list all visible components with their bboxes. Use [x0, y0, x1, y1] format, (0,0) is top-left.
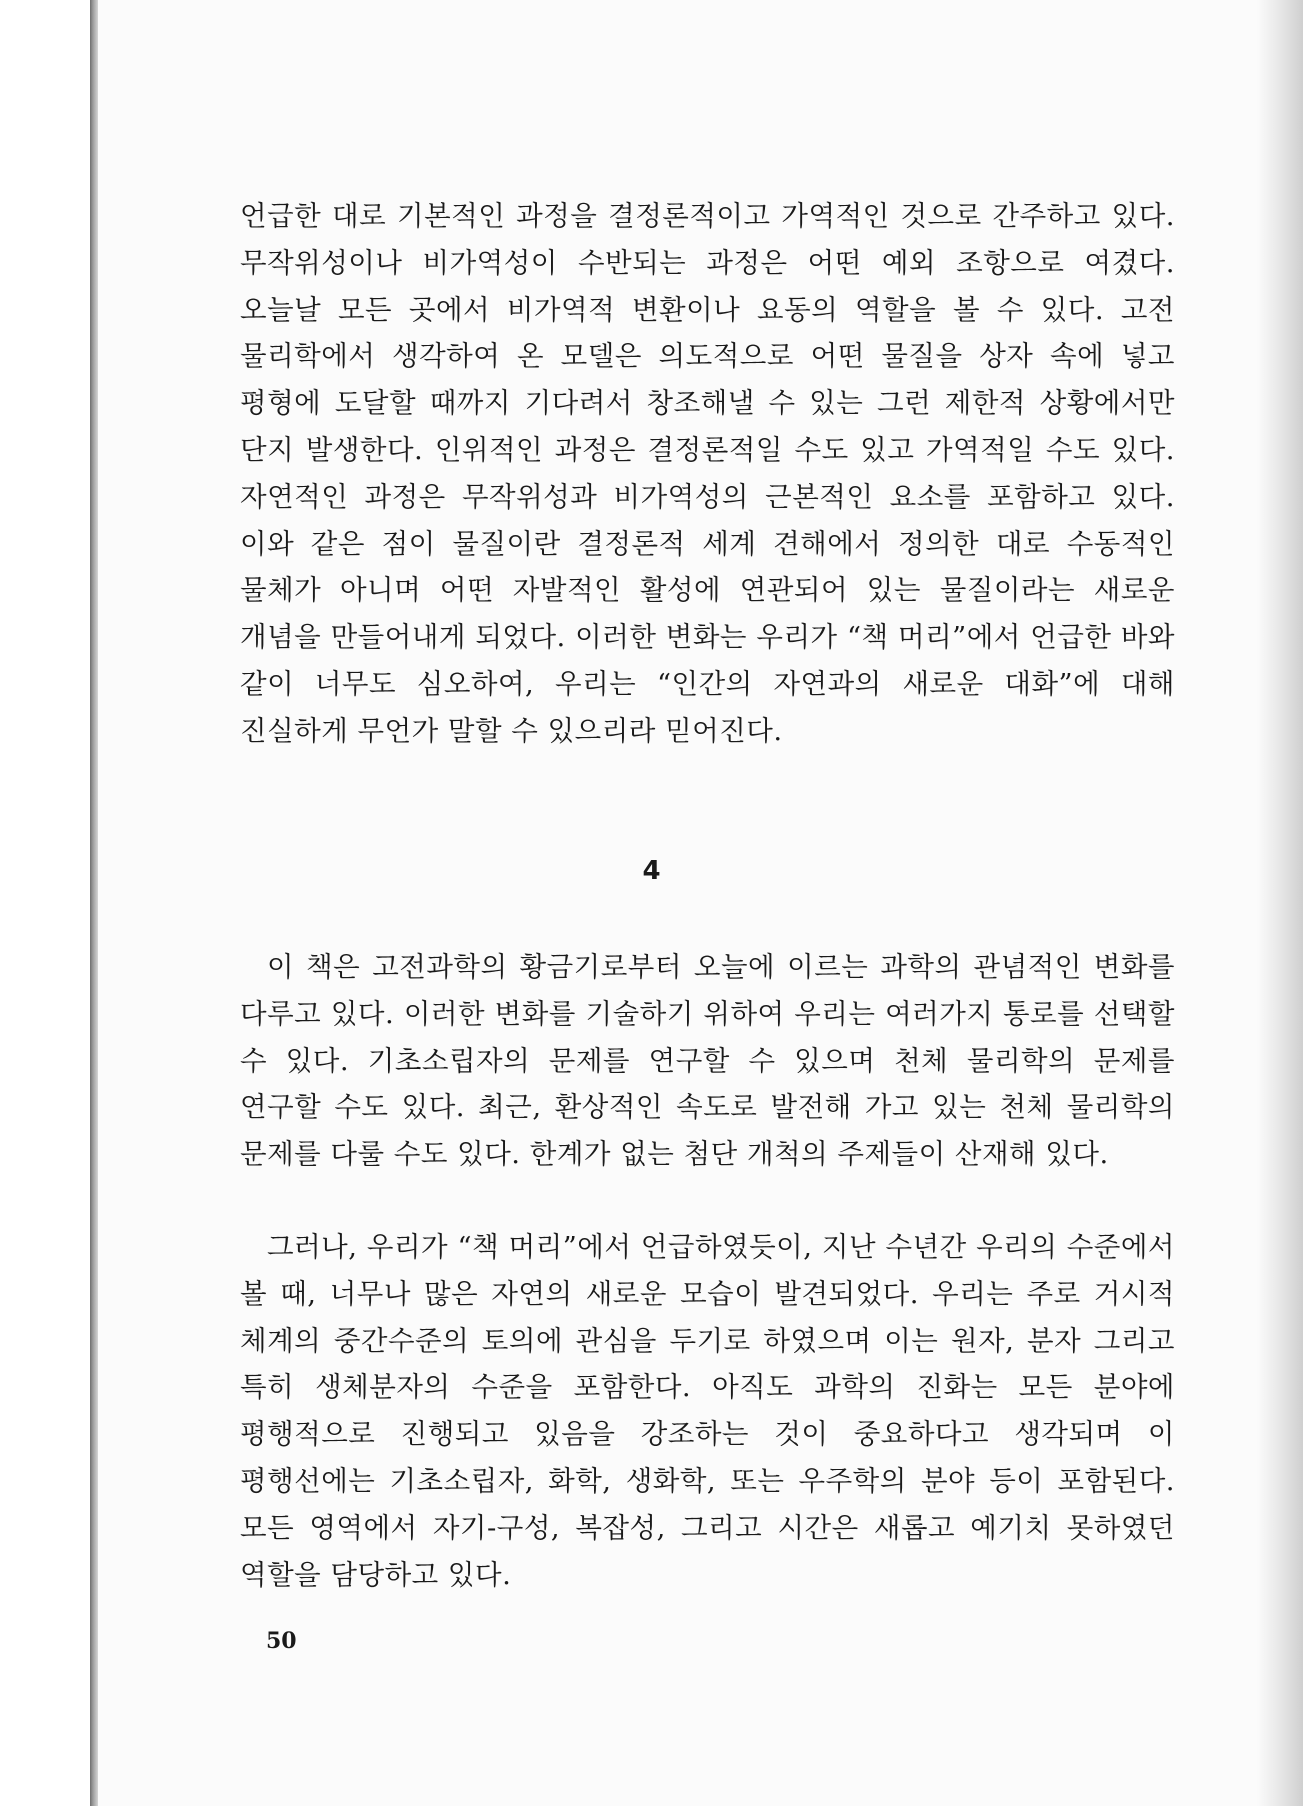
paragraph-3: 그러나, 우리가 “책 머리”에서 언급하였듯이, 지난 수년간 우리의 수준에서 볼 때, 너무나 많은 자연의 새로운 모습이 발견되었다. 우리는 주로 거시적 체계의 중간수준의 토의에 관심을 두기로 하였으며 이는 원자, 분자 그리고 특히 생체분자의 수준을 포함한다. 아직도 과학의 진화는 모든 분야에 평행적으로 진행되고 있음을 강조하는 것이 중요하다고 생각되며 이 평행선에는 기초소립자, 화학, 생화학, 또는 우주학의 분야 등이 포함된다. 모든 영역에서 자기-구성, 복잡성, 그리고 시간은 새롭고 예기치 못하였던 역할을 담당하고 있다. [240, 1231, 1175, 1591]
paragraph-2: 이 책은 고전과학의 황금기로부터 오늘에 이르는 과학의 관념적인 변화를 다루고 있다. 이러한 변화를 기술하기 위하여 우리는 여러가지 통로를 선택할 수 있다. 기초소립자의 문제를 연구할 수 있으며 천체 물리학의 문제를 연구할 수도 있다. 최근, 환상적인 속도로 발전해 가고 있는 천체 물리학의 문제를 다룰 수도 있다. 한계가 없는 첨단 개척의 주제들이 산재해 있다. [240, 951, 1175, 1171]
page-binding-edge [90, 0, 98, 1806]
paragraph-1: 언급한 대로 기본적인 과정을 결정론적이고 가역적인 것으로 간주하고 있다. 무작위성이나 비가역성이 수반되는 과정은 어떤 예외 조항으로 여겼다. 오늘날 모든 곳에서 비가역적 변환이나 요동의 역할을 볼 수 있다. 고전 물리학에서 생각하여 온 모델은 의도적으로 어떤 물질을 상자 속에 넣고 평형에 도달할 때까지 기다려서 창조해낼 수 있는 그런 제한적 상황에서만 단지 발생한다. 인위적인 과정은 결정론적일 수도 있고 가역적일 수도 있다. 자연적인 과정은 무작위성과 비가역성의 근본적인 요소를 포함하고 있다. 이와 같은 점이 물질이란 결정론적 세계 견해에서 정의한 대로 수동적인 물체가 아니며 어떤 자발적인 활성에 연관되어 있는 물질이라는 새로운 개념을 만들어내게 되었다. 이러한 변화는 우리가 “책 머리”에서 언급한 바와 같이 너무도 심오하여, 우리는 “인간의 자연과의 새로운 대화”에 대해 진실하게 무언가 말할 수 있으리라 믿어진다. [240, 200, 1175, 747]
page-number: 50 [266, 1628, 297, 1654]
page-right-shadow [1257, 0, 1303, 1806]
section-number: 4 [642, 856, 661, 886]
scan-left-margin [0, 0, 92, 1806]
